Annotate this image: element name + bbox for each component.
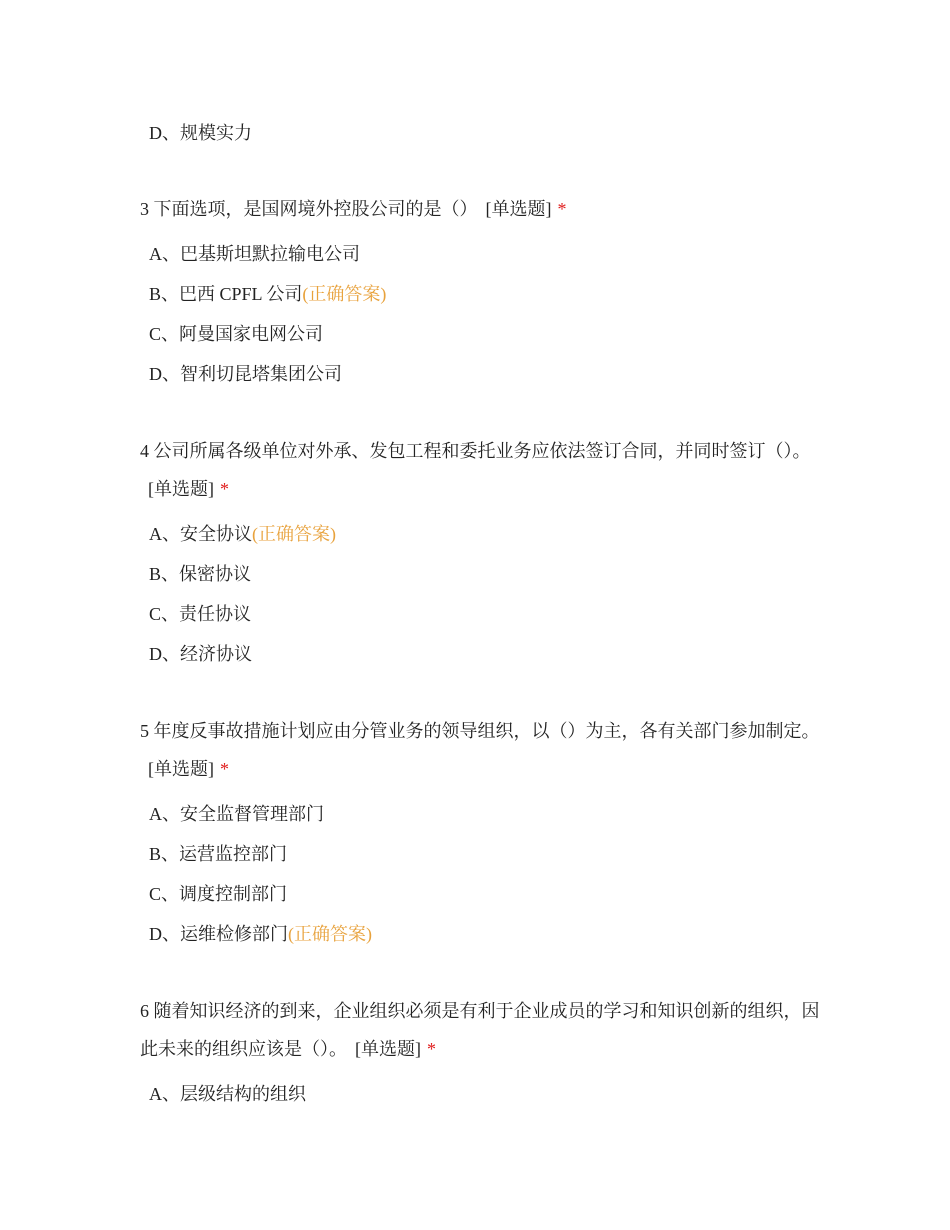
option-text: D、运维检修部门 [149, 924, 288, 944]
option-item [140, 874, 820, 914]
question-title [140, 712, 820, 788]
option-text: A、巴基斯坦默拉输电公司 [149, 244, 360, 264]
question-type-label: [单选题] [355, 1039, 421, 1059]
option-item [140, 514, 820, 554]
correct-answer-label: (正确答案) [302, 284, 387, 304]
correct-answer-label: (正确答案) [252, 524, 336, 544]
question-4 [140, 432, 820, 674]
option-text: D、经济协议 [149, 644, 252, 664]
question-number: 6 [140, 1001, 149, 1021]
question-title [140, 190, 820, 228]
question-type-label: [单选题] [485, 199, 552, 219]
option-item [140, 594, 820, 634]
option-text: B、运营监控部门 [149, 844, 288, 864]
question-5 [140, 712, 820, 954]
option-item: D、规模实力 [149, 123, 252, 143]
option-text: B、巴西 CPFL 公司 [149, 284, 303, 304]
option-item [140, 354, 820, 394]
question-text: 年度反事故措施计划应由分管业务的领导组织，以（）为主，各有关部门参加制定。 [153, 721, 820, 741]
question-title [140, 992, 820, 1068]
option-text: C、调度控制部门 [149, 884, 288, 904]
question-text: 随着知识经济的到来，企业组织必须是有利于企业成员的学习和知识创新的组织，因此未来的组织应该是（）。 [140, 1001, 820, 1059]
question-number: 3 [140, 199, 149, 219]
option-text: A、层级结构的组织 [149, 1084, 306, 1104]
option-item [140, 314, 820, 354]
required-mark: * [220, 759, 229, 779]
option-item [140, 794, 820, 834]
question-text: 公司所属各级单位对外承、发包工程和委托业务应依法签订合同，并同时签订（）。 [153, 441, 811, 461]
option-text: A、安全监督管理部门 [149, 804, 324, 824]
required-mark: * [220, 479, 229, 499]
option-text: C、阿曼国家电网公司 [149, 324, 324, 344]
question-number: 5 [140, 721, 149, 741]
question-number: 4 [140, 441, 149, 461]
required-mark: * [557, 199, 567, 219]
question-6 [140, 992, 820, 1114]
option-item [140, 834, 820, 874]
option-item [140, 634, 820, 674]
option-item [140, 914, 820, 954]
option-item [140, 274, 820, 314]
question-3 [140, 190, 820, 394]
question-type-label: [单选题] [148, 759, 214, 779]
question-type-label: [单选题] [148, 479, 214, 499]
option-text: D、智利切昆塔集团公司 [149, 364, 342, 384]
correct-answer-label: (正确答案) [288, 924, 372, 944]
question-title [140, 432, 820, 508]
question-text: 下面选项，是国网境外控股公司的是（） [153, 199, 478, 219]
option-item [140, 234, 820, 274]
option-text: A、安全协议 [149, 524, 252, 544]
previous-question-fragment [140, 113, 820, 153]
option-item [140, 1074, 820, 1114]
option-text: B、保密协议 [149, 564, 252, 584]
option-text: C、责任协议 [149, 604, 252, 624]
required-mark: * [427, 1039, 436, 1059]
option-item [140, 554, 820, 594]
